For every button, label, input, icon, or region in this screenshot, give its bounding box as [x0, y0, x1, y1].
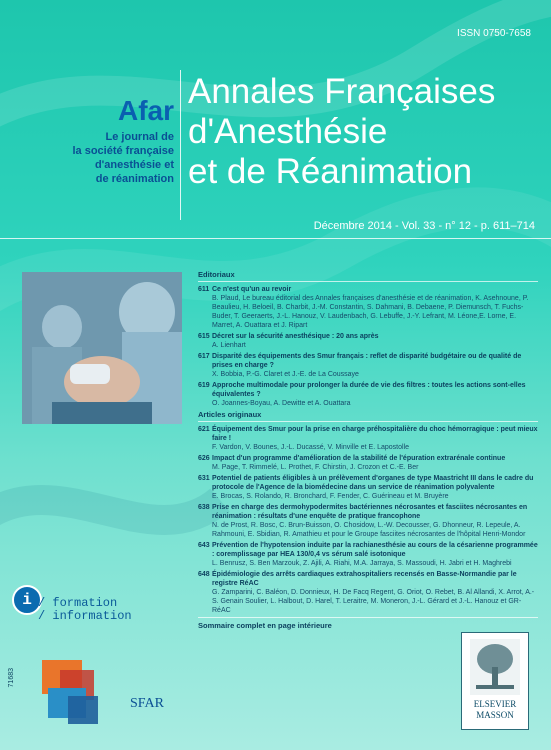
journal-title-line: d'Anesthésie — [188, 112, 388, 151]
toc-entry — [198, 570, 538, 615]
toc-title: Prise en charge des dermohypodermites bactériennes nécrosantes et fasciites nécrosantes en réanimation : résultats d'une enquête de pratique francophone — [212, 504, 528, 520]
barcode-number: 71683 — [8, 668, 15, 688]
toc-page: 615 — [198, 333, 210, 340]
afar-subtitle-line: d'anesthésie et — [94, 159, 174, 171]
toc-page: 648 — [198, 571, 210, 578]
toc-authors: A. Lienhart — [212, 342, 246, 349]
toc-title: Impact d'un programme d'amélioration de la stabilité de l'épuration extrarénale continue — [212, 455, 506, 462]
toc-authors: O. Joannes-Boyau, A. Dewitte et A. Ouattara — [212, 400, 351, 407]
toc-authors: G. Zamparini, C. Baléon, D. Donnieux, H. De Facq Regent, G. Oriot, O. Rebet, B. Al Allandi, X. Arrot, A.-S. Genain Soulier, L. Halbout, D. Harel, T. Leraitre, M. Moneron, J.-L. Gérard et J.-L. Hanouz et GR-RéAC — [212, 589, 535, 614]
toc-title: Équipement des Smur pour la prise en charge préhospitalière du choc hémorragique : peut mieux faire ! — [212, 426, 538, 442]
section-divider — [198, 281, 538, 282]
toc-page: 638 — [198, 504, 210, 511]
toc-entry — [198, 474, 538, 501]
toc-entry — [198, 454, 538, 472]
afar-logo-block — [58, 96, 174, 186]
section-heading-editoriaux: Editoriaux — [198, 270, 235, 279]
toc-page: 643 — [198, 542, 210, 549]
afar-subtitle-line: Le journal de — [105, 131, 174, 143]
toc-page: 617 — [198, 353, 210, 360]
afar-subtitle-line: de réanimation — [95, 173, 174, 185]
title-divider — [180, 70, 181, 220]
toc-entry — [198, 381, 538, 408]
sfar-cube-icon — [30, 652, 130, 732]
toc-authors: B. Plaud, Le bureau éditorial des Annales françaises d'anesthésie et de réanimation, K. Asehnoune, P. Beaulieu, H. Beloeil, B. Charbit, J.-M. Constantin, S. Dahmani, B. Debaene, P. Diemunsch, T. Fuchs-Buder, T. Geeraerts, J.-L. Hanouz, V. Laudenbach, G. Lebuffe, J.-Y. Lefrant, M. Léone,E. Lorne, E. Marret, A. Ouattara et J. Ripart — [212, 295, 529, 329]
toc-entry — [198, 425, 538, 452]
toc-title: Ce n'est qu'un au revoir — [212, 286, 292, 293]
toc-page: 611 — [198, 286, 210, 293]
sfar-label: SFAR — [130, 696, 164, 711]
journal-title-line: Annales Françaises — [188, 72, 496, 111]
elsevier-masson-logo — [461, 632, 529, 730]
toc-entry — [198, 352, 538, 379]
cover-photo-anesthesia — [22, 272, 182, 424]
issue-info: Décembre 2014 - Vol. 33 - n° 12 - p. 611–714 — [313, 220, 535, 232]
toc-authors: N. de Prost, R. Bosc, C. Brun-Buisson, O. Chosidow, L.-W. Decousser, G. Dhonneur, R. Lepeule, A. Rahmouni, E. Sbidian, R. Amathieu et pour le Groupe fasciites nécrosantes de l'hôpital Henri-Mondor — [212, 522, 526, 538]
toc-title: Épidémiologie des arrêts cardiaques extrahospitaliers recensés en Basse-Normandie par le registre RéAC — [212, 571, 517, 587]
journal-title-line: et de Réanimation — [188, 152, 473, 191]
toc-authors: M. Page, T. Rimmelé, L. Prothet, F. Chirstin, J. Crozon et C.-E. Ber — [212, 464, 419, 471]
section-divider — [198, 617, 538, 618]
toc-entry — [198, 285, 538, 330]
afar-title: Afar — [117, 95, 174, 126]
formation-information-badge — [8, 585, 178, 621]
toc-authors: X. Bobbia, P.-G. Claret et J.-E. de La Coussaye — [212, 371, 359, 378]
formation-line: / formation — [38, 596, 118, 610]
section-divider — [198, 421, 538, 422]
information-line: / information — [38, 609, 132, 623]
toc-authors: F. Vardon, V. Bounes, J.-L. Ducassé, V. Minville et E. Lapostolle — [212, 444, 410, 451]
toc-authors: L. Benrusz, S. Ben Marzouk, Z. Ajili, A. Riahi, M.A. Jarraya, S. Massoudi, H. Jabri et H. Maghrebi — [212, 560, 512, 567]
toc-page: 621 — [198, 426, 210, 433]
toc-page: 626 — [198, 455, 210, 462]
sfar-logo — [30, 652, 180, 732]
elsevier-tree-icon — [470, 639, 520, 695]
info-icon: i — [12, 585, 42, 615]
journal-title — [188, 72, 495, 192]
toc-title: Potentiel de patients éligibles à un prélèvement d'organes de type Maastricht III dans le cadre du protocole de l'Agence de la biomédecine dans un service de réanimation polyvalente — [212, 475, 534, 491]
toc-title: Disparité des équipements des Smur français : reflet de disparité budgétaire ou de qualité de prises en charge ? — [212, 353, 522, 369]
toc-title: Approche multimodale pour prolonger la durée de vie des filtres : toutes les actions sont-elles équivalentes ? — [212, 382, 526, 398]
section-heading-articles: Articles originaux — [198, 410, 262, 419]
header-divider — [0, 238, 551, 239]
toc-entry — [198, 541, 538, 568]
elsevier-label: ELSEVIER — [473, 699, 517, 709]
toc-entry — [198, 332, 538, 350]
toc-title: Prévention de l'hypotension induite par la rachianesthésie au cours de la césarienne programmée : coremplissage par HEA 130/0,4 vs sérum salé isotonique — [212, 542, 538, 558]
afar-subtitle-line: la société française — [72, 145, 174, 157]
toc-entry — [198, 503, 538, 539]
toc-page: 619 — [198, 382, 210, 389]
sommaire-note: Sommaire complet en page intérieure — [198, 621, 332, 630]
issn-number: ISSN 0750-7658 — [457, 28, 531, 39]
toc-page: 631 — [198, 475, 210, 482]
masson-label: MASSON — [476, 710, 514, 720]
toc-authors: E. Brocas, S. Rolando, R. Bronchard, F. Fender, C. Guérineau et M. Bruyère — [212, 493, 449, 500]
toc-title: Décret sur la sécurité anesthésique : 20 ans après — [212, 333, 379, 340]
afar-subtitle — [58, 130, 174, 186]
table-of-contents — [198, 270, 538, 630]
